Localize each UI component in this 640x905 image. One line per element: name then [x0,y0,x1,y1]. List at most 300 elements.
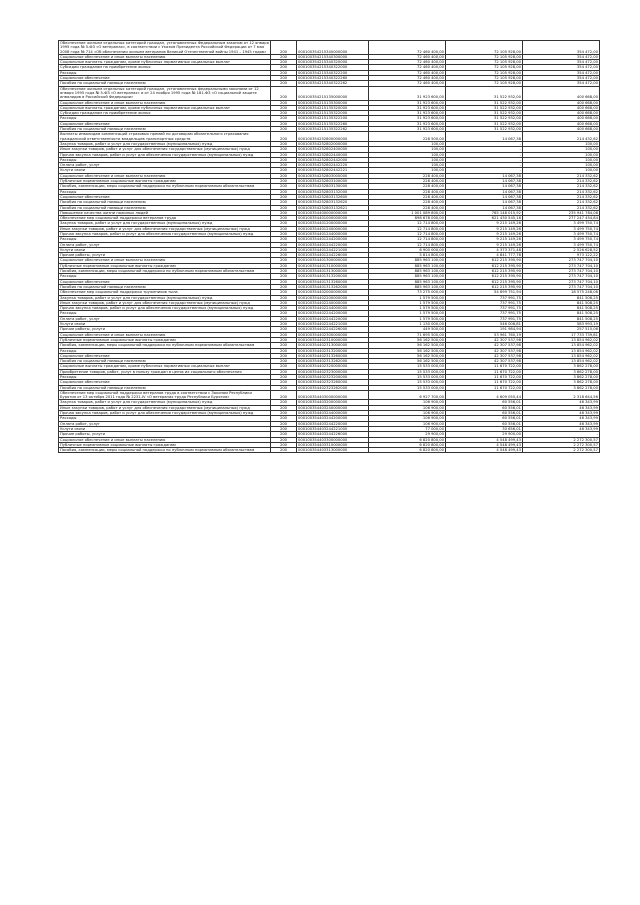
budget-classification-code-cell: 000100354402240000000 [297,300,369,305]
table-row [59,60,600,65]
table-row [59,41,600,55]
budget-classification-code-cell: 000100354402200000000 [297,295,369,300]
row-name-cell: Расходы [59,70,271,75]
executed-amount-cell: 9 215 149,26 [446,221,523,226]
executed-amount-cell: - [446,152,523,157]
unexecuted-amount-cell: 46 343,99 [523,405,600,410]
row-name-cell: Прочие работы, услуги [59,327,271,332]
row-name-cell: Приобретение товаров, работ, услуг в пользу граждан в целях их социального обеспечения [59,369,271,374]
unexecuted-amount-cell: 235 941 784,08 [523,210,600,215]
executed-amount-cell: 53 961 760,19 [446,332,523,337]
executed-amount-cell: 31 522 932,00 [446,86,523,100]
row-code-cell: 200 [271,316,297,321]
table-row [59,221,600,226]
table-row [59,448,600,453]
row-code-cell: 200 [271,242,297,247]
approved-amount-cell: 106 900,00 [369,421,446,426]
row-code-cell: 200 [271,210,297,215]
approved-amount-cell: 29 900,00 [369,432,446,437]
row-code-cell: 200 [271,237,297,242]
table-row [59,369,600,374]
row-code-cell: 200 [271,105,297,110]
row-name-cell: Социальное обеспечение и иные выплаты населению [59,437,271,442]
unexecuted-amount-cell: 273 747 704,10 [523,269,600,274]
table-row [59,411,600,416]
executed-amount-cell: 72 105 928,00 [446,81,523,86]
table-row [59,81,600,86]
unexecuted-amount-cell: 100,00 [523,147,600,152]
table-row [59,405,600,410]
row-code-cell: 200 [271,437,297,442]
unexecuted-amount-cell: 214 332,62 [523,173,600,178]
unexecuted-amount-cell: 100,00 [523,168,600,173]
budget-classification-code-cell: 000100354403244200000 [297,416,369,421]
row-name-cell: Услуги связи [59,426,271,431]
approved-amount-cell: 56 162 500,00 [369,348,446,353]
executed-amount-cell: 4 841 777,78 [446,253,523,258]
table-row [59,364,600,369]
row-name-cell: Закупка товаров, работ и услуг для государственных (муниципальных) нужд [59,141,271,146]
executed-amount-cell: 31 522 932,00 [446,105,523,110]
table-row [59,359,600,364]
unexecuted-amount-cell: 400 668,00 [523,116,600,121]
approved-amount-cell: 72 460 400,00 [369,54,446,59]
approved-amount-cell: 72 460 400,00 [369,76,446,81]
row-code-cell: 200 [271,184,297,189]
row-name-cell: Обеспечение мер социальной поддержки ветеранов труда [59,216,271,221]
row-code-cell: 200 [271,405,297,410]
table-row [59,306,600,311]
approved-amount-cell: 12 714 800,00 [369,226,446,231]
executed-amount-cell: 9 215 149,26 [446,242,523,247]
table-row [59,65,600,70]
row-name-cell: Выплаты инвалидам компенсаций страховых премий по договорам обязательного страхования гражданской ответственности владельцев транспортных средств [59,132,271,142]
unexecuted-amount-cell: 400 668,00 [523,121,600,126]
unexecuted-amount-cell: 2 526 628,52 [523,247,600,252]
row-name-cell: Социальное обеспечение и иные выплаты населению [59,173,271,178]
budget-classification-code-cell: 000100354402323260000 [297,380,369,385]
unexecuted-amount-cell: 46 343,99 [523,400,600,405]
executed-amount-cell: 11 670 722,00 [446,380,523,385]
row-code-cell: 200 [271,200,297,205]
budget-classification-code-cell: 000100354252803132621 [297,205,369,210]
approved-amount-cell: 15 533 000,00 [369,369,446,374]
row-code-cell: 200 [271,343,297,348]
row-code-cell: 200 [271,369,297,374]
budget-classification-code-cell: 000100354252803132600 [297,194,369,199]
approved-amount-cell: 31 923 600,00 [369,86,446,100]
unexecuted-amount-cell: 354 472,00 [523,60,600,65]
row-code-cell: 200 [271,179,297,184]
table-row [59,100,600,105]
row-name-cell: Социальное обеспечение и иные выплаты населению [59,54,271,59]
executed-amount-cell: 737 991,75 [446,300,523,305]
approved-amount-cell: 228 400,00 [369,173,446,178]
approved-amount-cell: 15 533 000,00 [369,380,446,385]
row-code-cell: 200 [271,173,297,178]
row-code-cell: 200 [271,76,297,81]
row-code-cell: 200 [271,152,297,157]
budget-classification-code-cell: 000100354403300000000 [297,437,369,442]
budget-classification-code-cell: 000100354252800000000 [297,132,369,142]
table-row [59,231,600,236]
executed-amount-cell: 31 522 932,00 [446,111,523,116]
row-name-cell: Оплата работ, услуг [59,163,271,168]
approved-amount-cell: 31 923 600,00 [369,105,446,110]
row-name-cell: Пособия по социальной помощи населению [59,359,271,364]
row-name-cell: Пособия, компенсации, меры социальной поддержки по публичным нормативным обязательствам [59,269,271,274]
budget-classification-code-cell: 000100354401300000000 [297,258,369,263]
executed-amount-cell: 765 148 015,92 [446,210,523,215]
budget-classification-code-cell: 000100354252803132620 [297,200,369,205]
executed-amount-cell: 72 105 928,00 [446,76,523,81]
budget-classification-code-cell: 000100354402313262000 [297,359,369,364]
executed-amount-cell: 737 991,75 [446,306,523,311]
row-name-cell: Оплата работ, услуг [59,421,271,426]
budget-classification-code-cell: 000100354215135320000 [297,105,369,110]
row-name-cell: Повышение качества жизни пожилых людей [59,210,271,215]
unexecuted-amount-cell: 973 122,22 [523,253,600,258]
row-code-cell: 200 [271,141,297,146]
table-row [59,86,600,100]
unexecuted-amount-cell: 2 318 644,56 [523,390,600,400]
executed-amount-cell: 14 067,38 [446,189,523,194]
executed-amount-cell: 72 105 928,00 [446,60,523,65]
unexecuted-amount-cell: 354 472,00 [523,41,600,55]
approved-amount-cell: 5 814 800,00 [369,253,446,258]
row-name-cell: Оплата работ, услуг [59,316,271,321]
budget-classification-code-cell: 000100354252802442220 [297,163,369,168]
executed-amount-cell: 54 699 751,94 [446,290,523,295]
approved-amount-cell: 72 460 400,00 [369,41,446,55]
executed-amount-cell: 60 556,01 [446,405,523,410]
row-name-cell: Иные закупки товаров, работ и услуг для обеспечения государственных (муниципальных) нужд [59,300,271,305]
row-code-cell: 200 [271,306,297,311]
executed-amount-cell: 60 556,01 [446,416,523,421]
executed-amount-cell: 60 556,01 [446,400,523,405]
row-name-cell: Публичные нормативные социальные выплаты гражданам [59,442,271,447]
unexecuted-amount-cell: 2 272 300,57 [523,448,600,453]
approved-amount-cell: 100,00 [369,168,446,173]
budget-classification-code-cell: 000100354401244221000 [297,247,369,252]
row-code-cell: 200 [271,311,297,316]
executed-amount-cell: 42 307 537,98 [446,348,523,353]
budget-classification-code-cell: 000100354215135000000 [297,86,369,100]
budget-classification-code-cell: 000100354402300000000 [297,332,369,337]
approved-amount-cell: 56 162 500,00 [369,343,446,348]
row-name-cell: Социальное обеспечение и иные выплаты населению [59,332,271,337]
row-code-cell: 200 [271,60,297,65]
budget-classification-code-cell: 000100354403200000000 [297,400,369,405]
budget-classification-code-cell: 000100354215135322260 [297,121,369,126]
row-name-cell: Субсидии гражданам на приобретение жилья [59,65,271,70]
row-name-cell: Социальное обеспечение и иные выплаты населению [59,258,271,263]
unexecuted-amount-cell: 354 472,00 [523,65,600,70]
approved-amount-cell: 6 820 800,00 [369,442,446,447]
table-row [59,269,600,274]
approved-amount-cell: 100,00 [369,152,446,157]
unexecuted-amount-cell: 841 508,25 [523,311,600,316]
approved-amount-cell: 31 923 600,00 [369,116,446,121]
budget-classification-code-cell: 000100354215340322260 [297,76,369,81]
table-row [59,184,600,189]
approved-amount-cell: 15 533 000,00 [369,375,446,380]
approved-amount-cell: 12 714 800,00 [369,237,446,242]
table-row [59,385,600,390]
approved-amount-cell: 15 533 000,00 [369,364,446,369]
row-name-cell: Иные закупки товаров, работ и услуг для обеспечения государственных (муниципальных) нужд [59,226,271,231]
row-name-cell: Социальное обеспечение [59,380,271,385]
row-name-cell: Обеспечение жильем отдельных категорий граждан, установленных Федеральным законом от 12 января 1995 года № 5-ФЗ «О ветеранах», в соответствии с Указом Президента Российской Федерации от 7 мая 2008 года № 714 «Об обеспечении жильем ветеранов Великой Отечественной войны 1941 – 1945 годов» [60,41,269,54]
approved-amount-cell: 228 400,00 [369,200,446,205]
row-code-cell: 200 [271,81,297,86]
unexecuted-amount-cell: 3 862 278,00 [523,364,600,369]
row-code-cell: 200 [271,322,297,327]
row-code-cell: 200 [271,332,297,337]
executed-amount-cell: 737 991,75 [446,295,523,300]
approved-amount-cell: 31 923 600,00 [369,127,446,132]
table-row [59,173,600,178]
executed-amount-cell: 612 215 395,90 [446,279,523,284]
executed-amount-cell: 14 067,38 [446,179,523,184]
row-code-cell: 200 [271,290,297,295]
row-name-cell: Социальное обеспечение и иные выплаты населению [59,100,271,105]
row-name-cell: Расходы [59,237,271,242]
unexecuted-amount-cell: 46 343,99 [523,411,600,416]
row-name-cell: Публичные нормативные социальные выплаты гражданам [59,179,271,184]
approved-amount-cell: 31 923 600,00 [369,111,446,116]
executed-amount-cell: - [446,168,523,173]
budget-classification-code-cell: 000100354252803132000 [297,189,369,194]
approved-amount-cell: 1 001 089 800,00 [369,210,446,215]
approved-amount-cell: 885 963 100,00 [369,279,446,284]
row-name-cell: Социальные выплаты гражданам, кроме публичных нормативных социальных выплат [59,60,271,65]
approved-amount-cell: 12 714 800,00 [369,242,446,247]
approved-amount-cell: 100,00 [369,157,446,162]
row-code-cell: 200 [271,400,297,405]
unexecuted-amount-cell: 3 862 278,00 [523,380,600,385]
row-code-cell: 200 [271,284,297,289]
table-row [59,210,600,215]
table-row [59,332,600,337]
approved-amount-cell: 885 963 100,00 [369,284,446,289]
row-name-cell: Публичные нормативные социальные выплаты гражданам [59,337,271,342]
row-code-cell: 200 [271,216,297,221]
unexecuted-amount-cell: 17 733 739,81 [523,332,600,337]
row-name-cell: Социальные выплаты гражданам, кроме публичных нормативных социальных выплат [59,105,271,110]
executed-amount-cell: 30 656,01 [446,426,523,431]
approved-amount-cell: 31 923 600,00 [369,121,446,126]
budget-classification-code-cell: 000100354252802442221 [297,168,369,173]
budget-classification-code-cell: 000100354402323262000 [297,385,369,390]
executed-amount-cell: 14 067,38 [446,205,523,210]
unexecuted-amount-cell: 400 668,00 [523,127,600,132]
approved-amount-cell: 56 162 500,00 [369,359,446,364]
budget-classification-code-cell: 000100354401313000000 [297,269,369,274]
budget-classification-code-cell: 000100354401244220000 [297,242,369,247]
unexecuted-amount-cell: 841 508,25 [523,300,600,305]
executed-amount-cell: 612 215 395,90 [446,269,523,274]
row-name-cell: Субсидии гражданам на приобретение жилья [59,111,271,116]
unexecuted-amount-cell: 354 472,00 [523,81,600,86]
executed-amount-cell: 546 006,81 [446,322,523,327]
unexecuted-amount-cell: 214 332,62 [523,194,600,199]
row-name-cell: Расходы [59,348,271,353]
unexecuted-amount-cell: 13 854 962,02 [523,337,600,342]
row-code-cell: 200 [271,111,297,116]
budget-classification-code-cell: 000100354403313000000 [297,448,369,453]
executed-amount-cell: 31 522 932,00 [446,127,523,132]
approved-amount-cell: 228 400,00 [369,189,446,194]
budget-classification-code-cell: 000100354403244226000 [297,432,369,437]
approved-amount-cell: 885 963 100,00 [369,258,446,263]
budget-classification-code-cell: 000100354402244226000 [297,327,369,332]
executed-amount-cell: 9 215 149,26 [446,231,523,236]
row-name-cell: Прочие работы, услуги [59,432,271,437]
row-name-cell: Закупка товаров, работ и услуг для государственных (муниципальных) нужд [59,221,271,226]
budget-classification-code-cell: 000100354403244000000 [297,411,369,416]
budget-classification-code-cell: 000100354402313000000 [297,343,369,348]
approved-amount-cell: 100,00 [369,141,446,146]
executed-amount-cell: 14 067,38 [446,184,523,189]
executed-amount-cell: 72 105 928,00 [446,70,523,75]
budget-classification-code-cell: 000100354401244000000 [297,231,369,236]
unexecuted-amount-cell: 3 499 750,74 [523,237,600,242]
approved-amount-cell: 898 678 000,00 [369,216,446,221]
row-name-cell: Расходы [59,274,271,279]
unexecuted-amount-cell: 13 854 962,02 [523,348,600,353]
table-row [59,343,600,348]
executed-amount-cell: 4 548 499,43 [446,448,523,453]
executed-amount-cell: 612 215 395,90 [446,258,523,263]
unexecuted-amount-cell: 277 247 454,84 [523,216,600,221]
table-row [59,258,600,263]
budget-classification-code-cell: 000100354252803000000 [297,173,369,178]
budget-classification-code-cell: 000100354402244221000 [297,322,369,327]
unexecuted-amount-cell: 100,00 [523,152,600,157]
budget-classification-code-cell: 000100354215340322200 [297,70,369,75]
row-name-cell: Иные закупки товаров, работ и услуг для обеспечения государственных (муниципальных) нужд [59,405,271,410]
unexecuted-amount-cell: - [523,432,600,437]
row-name-cell: Обеспечение мер социальной поддержки тружеников тыла [59,290,271,295]
unexecuted-amount-cell: 273 747 704,10 [523,284,600,289]
table-row [59,263,600,268]
approved-amount-cell: 72 460 400,00 [369,60,446,65]
executed-amount-cell: 14 067,38 [446,200,523,205]
row-name-cell: Социальное обеспечение [59,76,271,81]
unexecuted-amount-cell: 273 747 704,10 [523,263,600,268]
row-name-cell: Услуги связи [59,247,271,252]
approved-amount-cell: 885 963 100,00 [369,274,446,279]
unexecuted-amount-cell: 100,00 [523,163,600,168]
budget-classification-code-cell: 000100354215135300000 [297,100,369,105]
budget-classification-code-cell: 000100354401313200000 [297,274,369,279]
unexecuted-amount-cell: 214 432,62 [523,132,600,142]
unexecuted-amount-cell: 214 332,62 [523,184,600,189]
approved-amount-cell: 12 714 800,00 [369,231,446,236]
row-code-cell: 200 [271,426,297,431]
row-code-cell: 200 [271,157,297,162]
approved-amount-cell: 56 162 500,00 [369,353,446,358]
table-row [59,105,600,110]
row-code-cell: 200 [271,380,297,385]
approved-amount-cell: 56 162 500,00 [369,337,446,342]
row-code-cell: 200 [271,116,297,121]
row-name-cell: Расходы [59,157,271,162]
row-name-cell: Пособия по социальной помощи населению [59,81,271,86]
unexecuted-amount-cell: 583 993,19 [523,322,600,327]
executed-amount-cell: 4 548 499,43 [446,437,523,442]
row-name-cell: Обеспечение мер социальной поддержки ветеранов труда в соответствии с Законом Республики Бурятия от 13 октября 2011 года № 2231-IV «О ветеранах труда Республики Бурятия» [59,390,271,400]
executed-amount-cell: 737 991,75 [446,311,523,316]
unexecuted-amount-cell: 100,00 [523,141,600,146]
unexecuted-amount-cell: 3 862 278,00 [523,369,600,374]
approved-amount-cell: 100,00 [369,147,446,152]
budget-classification-code-cell: 000100354215135322000 [297,111,369,116]
executed-amount-cell: 9 215 149,26 [446,237,523,242]
executed-amount-cell: 14 067,38 [446,132,523,142]
row-name-cell: Пособия по социальной помощи населению [59,127,271,132]
approved-amount-cell: 228 400,00 [369,179,446,184]
table-row [59,442,600,447]
executed-amount-cell: 31 522 932,00 [446,121,523,126]
row-code-cell: 200 [271,274,297,279]
row-code-cell: 200 [271,269,297,274]
approved-amount-cell: 72 460 400,00 [369,70,446,75]
approved-amount-cell: 6 900 000,00 [369,247,446,252]
budget-classification-code-cell: 000100354252802440000 [297,152,369,157]
executed-amount-cell: 4 373 371,48 [446,247,523,252]
row-code-cell: 200 [271,364,297,369]
table-row [59,300,600,305]
approved-amount-cell: 885 963 100,00 [369,269,446,274]
budget-classification-code-cell: 000100354402313200000 [297,348,369,353]
row-code-cell: 200 [271,147,297,152]
row-name-cell: Пособия по социальной помощи населению [59,205,271,210]
table-row [59,400,600,405]
row-code-cell: 200 [271,70,297,75]
budget-classification-code-cell: 000100354402244200000 [297,311,369,316]
row-name-cell: Услуги связи [59,168,271,173]
executed-amount-cell: 4 548 499,43 [446,442,523,447]
budget-classification-code-cell: 000100354401244226000 [297,253,369,258]
row-name-cell: Пособия по социальной помощи населению [59,284,271,289]
row-code-cell: 200 [271,226,297,231]
unexecuted-amount-cell: 13 854 962,02 [523,353,600,358]
row-name-cell: Прочая закупка товаров, работ и услуг для обеспечения государственных (муниципальных) нужд [59,306,271,311]
executed-amount-cell: 4 609 055,44 [446,390,523,400]
unexecuted-amount-cell: 841 508,25 [523,316,600,321]
budget-classification-code-cell: 000100354401200000000 [297,221,369,226]
approved-amount-cell: 106 900,00 [369,400,446,405]
row-code-cell: 200 [271,231,297,236]
row-code-cell: 200 [271,421,297,426]
executed-amount-cell: 60 556,01 [446,421,523,426]
row-name-cell: Обеспечение жильем отдельных категорий граждан, установленных федеральными законами от 12 января 1995 года № 5-ФЗ «О ветеранах» и от 24 ноября 1995 года № 181-ФЗ «О социальной защите инвалидов в Российской Федерации» [59,86,271,100]
row-name-cell: Социальное обеспечение [59,353,271,358]
row-code-cell: 200 [271,337,297,342]
row-name-cell: Закупка товаров, работ и услуг для государственных (муниципальных) нужд [59,400,271,405]
approved-amount-cell: 72 460 400,00 [369,65,446,70]
budget-execution-table [58,40,600,453]
row-name-cell: Прочая закупка товаров, работ и услуг для обеспечения государственных (муниципальных) нужд [59,152,271,157]
row-code-cell: 200 [271,359,297,364]
budget-classification-code-cell: 000100354252802000000 [297,141,369,146]
row-name-cell: Прочие работы, услуги [59,253,271,258]
budget-classification-code-cell: 000100354403310000000 [297,442,369,447]
row-name-cell: Социальное обеспечение [59,279,271,284]
approved-amount-cell: 71 695 500,00 [369,332,446,337]
